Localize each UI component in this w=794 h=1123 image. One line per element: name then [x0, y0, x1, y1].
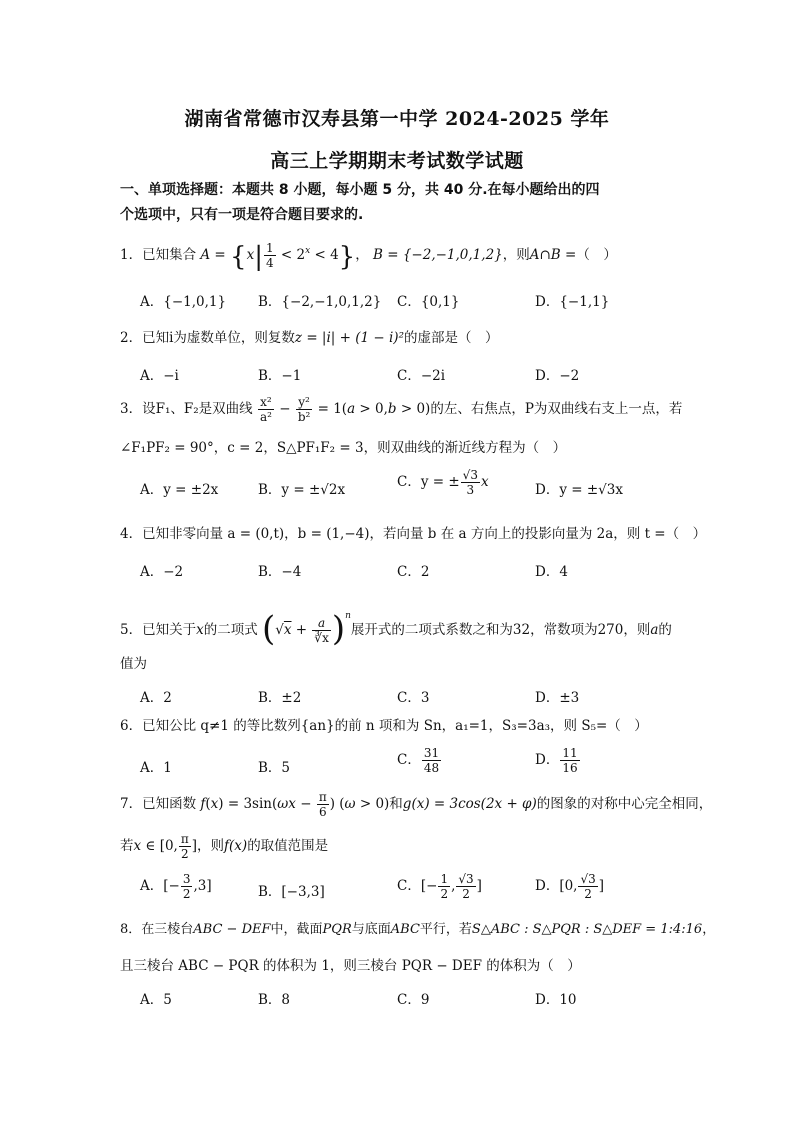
- question-8-line2: 且三棱台 ABC − PQR 的体积为 1，则三棱台 PQR − DEF 的体积为（ ）: [120, 958, 581, 974]
- question-2: 2．已知i为虚数单位，则复数z = |i| + (1 − i)²的虚部是（ ）: [120, 330, 499, 346]
- question-2-options: [140, 364, 700, 388]
- fraction: $\frac{1}{4}$: [265, 241, 274, 270]
- section-heading: [120, 178, 680, 228]
- option-d: D．y = ±√3x: [535, 482, 623, 498]
- option-c: C．[− $\frac{1}{2}$ , $\frac{√3}{2}$ ]: [397, 872, 482, 901]
- option-d: D．{−1,1}: [535, 294, 610, 310]
- option-c: C． $\frac{31}{48}$: [397, 746, 440, 775]
- section-heading-line2: 个选项中，只有一项是符合题目要求的.: [120, 207, 364, 223]
- option-c: C．9: [397, 992, 430, 1008]
- question-4: 4．已知非零向量 a = (0,t)，b = (1,−4)，若向量 b 在 a 方向上的投影向量为 2a，则 t =（ ）: [120, 526, 707, 542]
- option-b: B．±2: [258, 690, 302, 706]
- question-4-options: [140, 560, 700, 584]
- fraction: $\frac{1}{2}$: [440, 872, 449, 901]
- option-d: D． $\frac{11}{16}$: [535, 746, 578, 775]
- fraction: $\frac{√3}{2}$: [580, 872, 596, 901]
- option-a: A．1: [140, 760, 172, 776]
- option-d: D．[0, $\frac{√3}{2}$ ]: [535, 872, 605, 901]
- option-b: B．{−2,−1,0,1,2}: [258, 294, 382, 310]
- option-a: A．2: [140, 690, 172, 706]
- question-7-line2: 若x ∈ [0, $\frac{\pi}{2}$ ]，则f(x)的取值范围是: [120, 832, 329, 861]
- option-a: A．{−1,0,1}: [140, 294, 227, 310]
- option-b: B．[−3,3]: [258, 884, 325, 900]
- fraction: $\frac{\text{x²}}{\text{a²}}$: [259, 395, 272, 424]
- option-a: A．y = ±2x: [140, 482, 219, 498]
- question-3-line2: ∠F₁PF₂ = 90°，c = 2，S△PF₁F₂ = 3，则双曲线的渐近线方程为（ ）: [120, 440, 567, 456]
- question-7: 7．已知函数 f(x) = 3sin(ωx − $\frac{\pi}{6}$ ) (ω > 0)和g(x) = 3cos(2x + φ)的图象的对称中心完全相同，: [120, 790, 713, 819]
- question-6: 6．已知公比 q≠1 的等比数列{an}的前 n 项和为 Sn，a₁=1，S₃=3a₃，则 S₅=（ ）: [120, 718, 648, 734]
- option-c: C．{0,1}: [397, 294, 460, 310]
- option-d: D．4: [535, 564, 568, 580]
- fraction: $\frac{√3}{2}$: [458, 872, 474, 901]
- fraction: $\frac{\text{y²}}{\text{b²}}$: [297, 395, 311, 424]
- option-b: B．y = ±√2x: [258, 482, 346, 498]
- question-6-options: [140, 746, 700, 786]
- question-3-options: [140, 468, 700, 502]
- exam-title-line1: 湖南省常德市汉寿县第一中学 2024-2025 学年: [184, 108, 610, 130]
- fraction: $\frac{11}{16}$: [562, 746, 578, 775]
- question-7-options: [140, 872, 700, 912]
- option-b: B．−4: [258, 564, 302, 580]
- section-heading-line1: 一、单项选择题：本题共 8 小题，每小题 5 分，共 40 分.在每小题给出的四: [120, 182, 600, 198]
- option-c: C．y = ± $\frac{√3}{3}$ x: [397, 468, 489, 497]
- question-5-options: [140, 686, 700, 710]
- option-b: B．5: [258, 760, 291, 776]
- option-a: A．−2: [140, 564, 184, 580]
- fraction: $\frac{\pi}{6}$: [318, 790, 327, 819]
- option-c: C．−2i: [397, 368, 446, 384]
- option-c: C．3: [397, 690, 430, 706]
- question-8-options: [140, 988, 700, 1012]
- option-d: D．10: [535, 992, 577, 1008]
- option-c: C．2: [397, 564, 430, 580]
- question-5: 5．已知关于x的二项式 (√x + $\frac{a}{∛x}$ )$^n$展开式的二项式系数之和为32，常数项为270，则a的: [120, 609, 672, 649]
- question-1-options: [140, 290, 700, 314]
- fraction: $\frac{a}{∛x}$: [314, 616, 329, 645]
- option-a: A．5: [140, 992, 172, 1008]
- exam-title-line2: 高三上学期期末考试数学试题: [270, 150, 524, 172]
- question-8: 8．在三棱台ABC − DEF中，截面PQR与底面ABC平行，若S△ABC : S△PQR : S△DEF = 1:4:16，: [120, 922, 716, 937]
- fraction: $\frac{31}{48}$: [423, 746, 440, 775]
- option-b: B．−1: [258, 368, 302, 384]
- fraction: $\frac{3}{2}$: [182, 872, 191, 901]
- question-5-line2: 值为: [120, 656, 147, 672]
- option-a: A．−i: [140, 368, 179, 384]
- question-1: 1．已知集合 A = {x| $\frac{1}{4}$ < $2^x < 4$}， B = {−2,−1,0,1,2}，则A∩B =（ ）: [120, 241, 617, 272]
- option-d: D．±3: [535, 690, 580, 706]
- fraction: $\frac{√3}{3}$: [462, 468, 478, 497]
- option-a: A．[− $\frac{3}{2}$ ,3]: [140, 872, 212, 901]
- option-b: B．8: [258, 992, 291, 1008]
- option-d: D．−2: [535, 368, 580, 384]
- fraction: $\frac{\pi}{2}$: [180, 832, 189, 861]
- question-3: 3．设F₁、F₂是双曲线 $\frac{\text{x²}}{\text{a²}}$ − $\frac{\text{y²}}{\text{b²}}$ = 1(a > 0,b > 0)的左、右焦点，P为双曲线右支上一点，若: [120, 395, 683, 424]
